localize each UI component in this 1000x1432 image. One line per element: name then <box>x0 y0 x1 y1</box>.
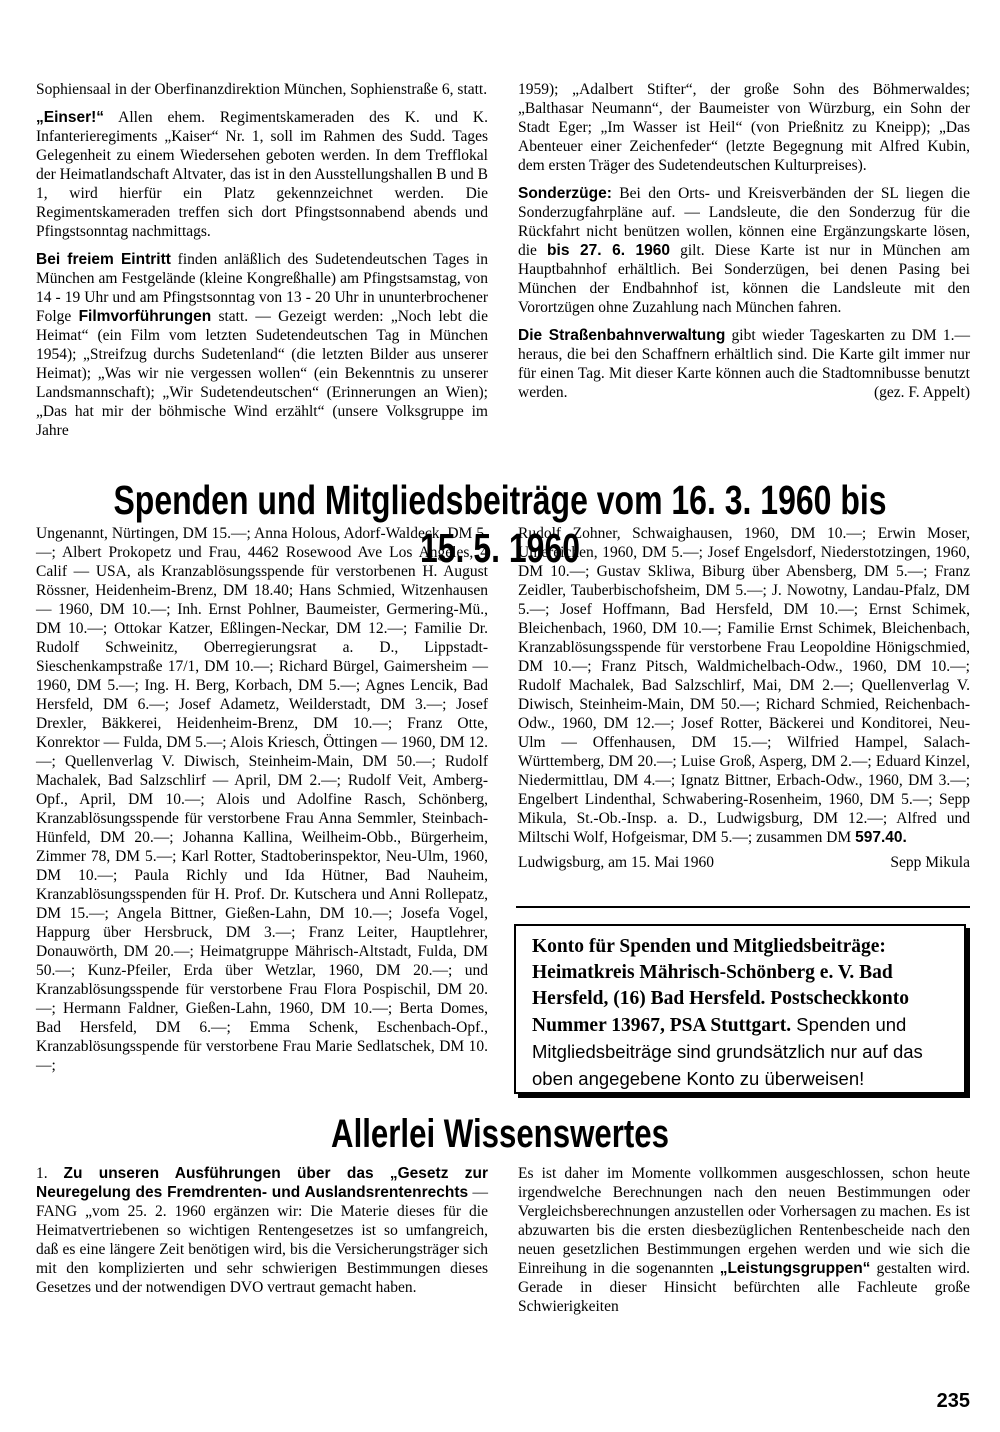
donations-list-left: Ungenannt, Nürtingen, DM 15.—; Anna Holous, Adorf-Waldeck, DM 5.—; Albert Prokopetz und Frau, 4462 Rosewood Ave Los Angeles, 4 Calif — USA, als Kranzablösungsspende für verstorbenen H. August Rössner, Heidenheim-Brenz, DM 18.40; Hans Schmied, Witzenhausen — 1960, DM 10.—; Inh. Ernst Pohlner, Baumeister, Germering-Mü., DM 10.—; Ottokar Katzer, Eßlingen-Neckar, DM 12.—; Familie Dr. Rudolf Schweinitz, Oberregierungsrat a. D., Lippstadt-Sieschenkampstraße 17/1, DM 10.—; Richard Bürgel, Gaimersheim — 1960, DM 5.—; Ing. H. Berg, Korbach, DM 5.—; Agnes Lencik, Bad Hersfeld, DM 6.—; Josef Adametz, Weilderstadt, DM 3.—; Josef Drexler, Bäkkerei, Heidenheim-Brenz, DM 10.—; Franz Otte, Konrektor — Fulda, DM 5.—; Alois Kriesch, Öttingen — 1960, DM 12.—; Quellenverlag V. Diwisch, Steinheim-Main, DM 50.—; Rudolf Machalek, Bad Salzschlirf — April, DM 2.—; Rudolf Veit, Amberg-Opf., April, DM 10.—; Alois und Adolfine Rasch, Schönberg, Kranzablösungsspende für verstorbene Frau Anna Semmler, Steinbach-Hünfeld, DM 20.—; Johanna Kallina, Weilheim-Obb., Bürgerheim, Zimmer 78, DM 5.—; Karl Rotter, Stadtoberinspektor, Neu-Ulm, 1960, DM 10.—; Paula Richly und Ida Hütner, Bad Nauheim, Kranzablösungsspenden für H. Prof. Dr. Kutschera und Anni Rollepatz, DM 15.—; Angela Bittner, Gießen-Lahn, DM 10.—; Josefa Vogel, Happurg über Hersbruck, DM 3.—; Franz Leiter, Hauptlehrer, Donauwörth, DM 20.—; Heimatgruppe Mährisch-Altstadt, Fulda, DM 50.—; Kunz-Pfeiler, Erda über Wetzlar, 1960, DM 20.—; und Kranzablösungsspende für verstorbene Frau Flora Pospischil, DM 20.—; Hermann Faldner, Gießen-Lahn, 1960, DM 10.—; Berta Domes, Bad Hersfeld, DM 6.—; Emma Schenk, Eschenbach-Opf., Kranzablösungsspende für verstorbene Frau Marie Sedlatschek, DM 10.—; <box>36 525 488 1074</box>
paragraph-sonderzuege <box>518 184 970 317</box>
account-details: Konto für Spenden und Mitgliedsbeiträge: Heimatkreis Mährisch-Schönberg e. V. Bad Hersfeld, (16) Bad Hersfeld. Postscheckkonto Nummer 13967, PSA Stuttgart. <box>532 936 909 1036</box>
paragraph-stifter: 1959); „Adalbert Stifter“, der große Sohn des Böhmerwaldes; „Balthasar Neumann“, der Baumeister von Würzburg, ein Sohn der Stadt Eger; „Im Wasser ist Heil“ (von Prießnitz zu Kneipp); „Das Abenteuer einer Zeichenfeder“ (letzte Begegnung mit Alfred Kubin, dem ersten Träger des Sudetendeutschen Kulturpreises). <box>518 81 970 174</box>
text-sonderzuege-a: Bei den Orts- und Kreisverbänden der SL liegen die Sonderzugfahrpläne auf. — Landsleute, die den Sonderzug für die Rückfahrt nicht benützen wollen, können eine Ergänzungskarte lösen, die <box>518 185 970 259</box>
bold-date: bis 27. 6. 1960 <box>547 242 671 259</box>
bold-filmvorfuehrungen: Filmvorführungen <box>78 308 212 325</box>
bottom-left-column <box>36 1164 488 1297</box>
signature-appelt: (gez. F. Appelt) <box>873 384 970 401</box>
paragraph-sophiensaal: Sophiensaal in der Oberfinanzdirektion München, Sophienstraße 6, statt. <box>36 81 488 98</box>
paragraph-momente <box>518 1164 970 1316</box>
headline-spenden: Spenden und Mitgliedsbeiträge vom 16. 3. 1960 bis 15. 5. 1960 <box>113 477 887 571</box>
text-eintritt-b: statt. — Gezeigt werden: „Noch lebt die Heimat“ (ein Film vom letzten Sudetendeutschen Tag in München 1954); „Streifzug durchs Sudetenland“ (die letzten Bilder aus unserer Heimat); „Was wir nie vergessen wollen“ (ein Bekenntnis zu unserer Landsmannschaft); „Wir Sudetendeutschen“ (Erinnerungen an Wien); „Das hat mir der böhmische Wind erzählt“ (unsere Volksgruppe im Jahre <box>36 308 488 439</box>
text-momente-b: gestalten wird. Gerade in dieser Hinsicht befürchten alle Fachleute große Schwierigkeiten <box>518 1260 970 1315</box>
paragraph-fang <box>36 1164 488 1297</box>
lead-strassenbahn: Die Straßenbahnverwaltung <box>518 327 726 344</box>
lead-eintritt: Bei freiem Eintritt <box>36 251 171 268</box>
donations-total: 597.40. <box>855 829 907 846</box>
donations-signoff <box>518 853 970 872</box>
signer-name: Sepp Mikula <box>890 854 970 871</box>
bottom-right-column <box>518 1164 970 1316</box>
text-strassenbahn: gibt wieder Tageskarten zu DM 1.— heraus, die bei den Schaffnern erhältlich sind. Die Karte gilt immer nur für einen Tag. Mit dieser Karte können auch die Stadtomnibusse benutzt werden. <box>518 327 971 401</box>
lead-fang: Zu unseren Ausführungen über das „Gesetz zur Neuregelung des Fremdrenten- und Auslandsrentenrechts <box>36 1165 488 1201</box>
headline-wissenswertes: Allerlei Wissenswertes <box>331 1112 669 1156</box>
donations-right-text: Rudolf Zohner, Schwaighausen, 1960, DM 10.—; Erwin Moser, Untereichen, 1960, DM 5.—; Josef Engelsdorf, Niederstotzingen, 1960, DM 10.—; Gustav Skliwa, Biburg über Abensberg, DM 5.—; Franz Zeidler, Tauberbischofsheim, DM 5.—; J. Nowotny, Landau-Pfalz, DM 5.—; Josef Hoffmann, Bad Hersfeld, DM 10.—; Ernst Schimek, Bleichenbach, 1960, DM 10.—; Familie Ernst Schimek, Bleichenbach, Kranzablösungsspende für verstorbene Frau Leopoldine Hönigschmied, DM 10.—; Franz Pitsch, Waldmichelbach-Odw., 1960, DM 10.—; Rudolf Machalek, Bad Salzschlirf, Mai, DM 2.—; Quellenverlag V. Diwisch, Steinheim-Main, DM 50.—; Richard Schmied, Reichenbach-Odw., 1960, DM 12.—; Josef Rotter, Bäckerei und Konditorei, Neu-Ulm — Offenhausen, DM 15.—; Wilfried Hampel, Salach-Württemberg, DM 20.—; Luise Groß, Asperg, DM 2.—; Eduard Kinzel, Niedermittlau, DM 4.—; Ignatz Bittner, Erbach-Odw., 1960, DM 3.—; Engelbert Lindenthal, Schwabering-Rosenheim, 1960, DM 5.—; Sepp Mikula, St.-Ob.-Insp. a. D., Ludwigsburg, DM 12.—; Alfred und Miltschi Wolf, Hofgeismar, DM 5.—; zusammen DM <box>518 525 970 846</box>
lead-einser: „Einser!“ <box>36 109 105 126</box>
top-left-column <box>36 80 488 440</box>
text-eintritt-a: finden anläßlich des Sudetendeutschen Tages in München am Festgelände (kleine Kongreßhalle) am Pfingstsamstag, von 14 - 19 Uhr und am Pfingstsonntag von 13 - 20 Uhr in ununterbrochener Folge <box>36 251 489 325</box>
text-einser: Allen ehem. Regimentskameraden des K. und K. Infanterieregiments „Kaiser“ Nr. 1, soll im Rahmen des Sudd. Tages Gelegenheit zu einem Wiedersehen geboten werden. In dem Trefflokal der Heimatlandschaft Altvater, das ist in den Ausstellungshallen B und B 1, wird hierfür ein Platz gekennzeichnet werden. Die Regimentskameraden treffen sich dort Pfingstsonnabend abends und Pfingstsonntag nachmittags. <box>36 109 488 240</box>
donations-right-column <box>518 524 970 872</box>
place-date: Ludwigsburg, am 15. Mai 1960 <box>518 854 715 871</box>
page-number: 235 <box>936 1390 970 1412</box>
item-number: 1. <box>36 1165 64 1182</box>
account-info-box <box>514 924 966 1094</box>
donations-list-right <box>518 524 970 847</box>
top-right-column <box>518 80 970 402</box>
donations-left-column <box>36 524 488 1075</box>
paragraph-eintritt <box>36 250 488 440</box>
paragraph-einser <box>36 108 488 241</box>
text-fang: — FANG „vom 25. 2. 1960 ergänzen wir: Die Materie dieses für die Heimatvertriebenen so wichtigen Rentengesetzes ist so umfangreich, daß es eine längere Zeit benötigen wird, bis die Versicherungsträger sich mit den komplizierten und sehr schwierigen Bestimmungen dieses Gesetzes und der notwendigen DVO vertraut gemacht haben. <box>36 1184 488 1296</box>
account-note: Spenden und Mitgliedsbeiträge sind grundsätzlich nur auf das oben angegebene Konto zu überweisen! <box>532 1014 923 1089</box>
text-sonderzuege-b: gilt. Diese Karte ist nur in München am Hauptbahnhof erhältlich. Bei Sonderzügen, bei denen Pasing bei München der Endbahnhof ist, können die Landsleute mit den Vorortzügen ohne Zuzahlung nach München fahren. <box>518 242 970 316</box>
divider-rule <box>516 906 970 908</box>
text-momente-a: Es ist daher im Momente vollkommen ausgeschlossen, schon heute irgendwelche Berechnungen nach den neuen Bestimmungen oder Vergleichsberechnungen anzustellen oder Vorhersagen zu machen. Es ist abzuwarten bis die ersten diesbezüglichen Rentenbescheide nach den neuen gesetzlichen Bestimmungen ergehen werden und wie sich die Einreihung in die sogenannten <box>518 1165 970 1277</box>
lead-sonderzuege: Sonderzüge: <box>518 185 612 202</box>
bold-leistungsgruppen: „Leistungsgruppen“ <box>719 1260 871 1277</box>
